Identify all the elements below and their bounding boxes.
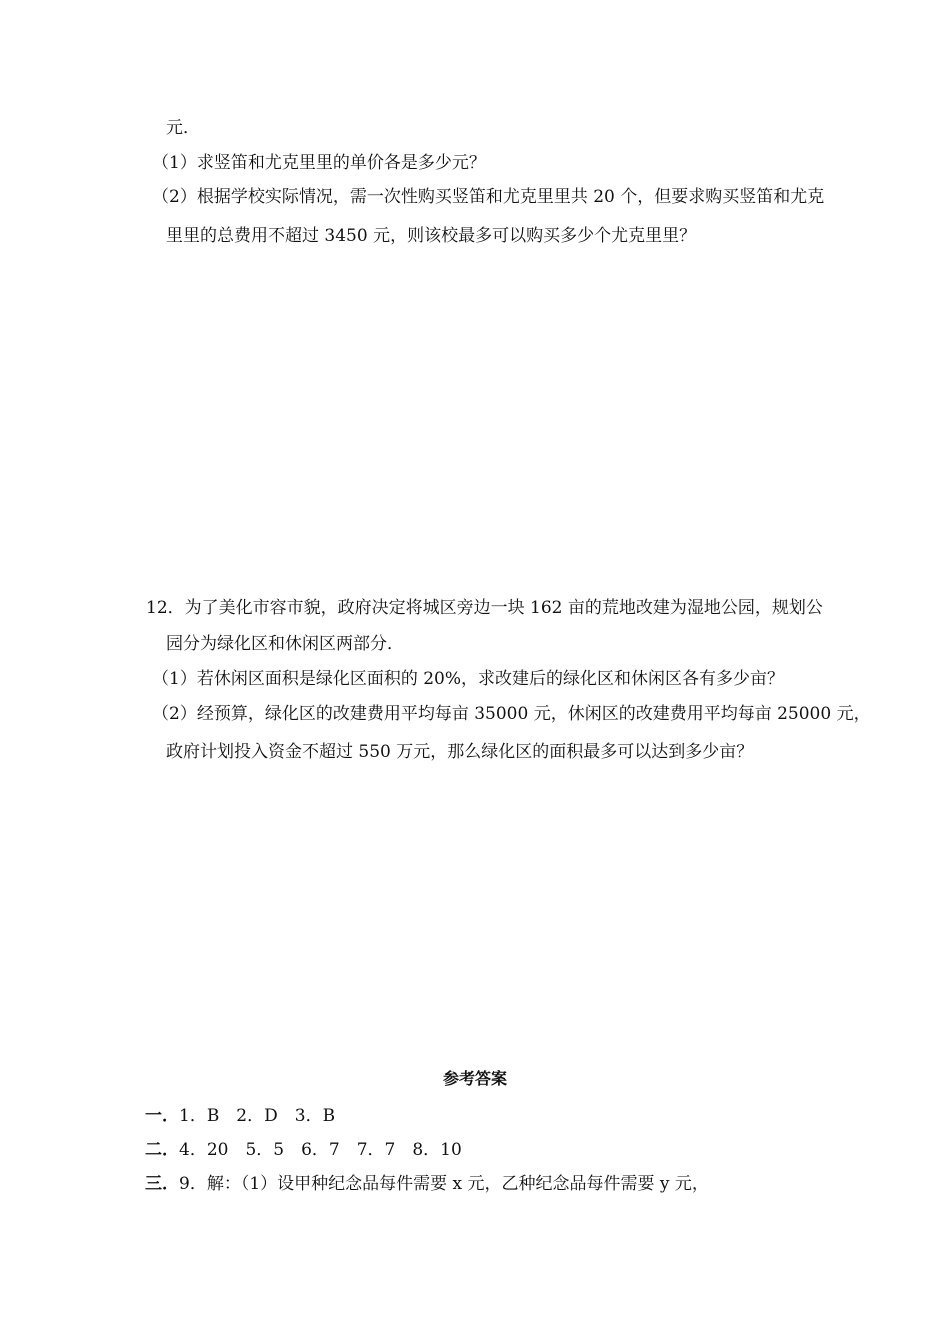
section-mark: 二．	[145, 1140, 179, 1160]
section-text: 9．解：（1）设甲种纪念品每件需要 x 元，乙种纪念品每件需要 y 元，	[179, 1174, 709, 1194]
section-text: 1．B 2．D 3．B	[179, 1106, 336, 1126]
q12-stem-line1: 12．为了美化市容市貌，政府决定将城区旁边一块 162 亩的荒地改建为湿地公园，规划公	[146, 598, 823, 618]
q11-part2-line2: 里里的总费用不超过 3450 元，则该校最多可以购买多少个尤克里里？	[166, 226, 697, 246]
q12-part2-line2: 政府计划投入资金不超过 550 万元，那么绿化区的面积最多可以达到多少亩？	[166, 742, 754, 762]
answers-section-2	[145, 1139, 462, 1161]
answers-section-3	[145, 1173, 709, 1195]
section-text: 4．20 5．5 6．7 7．7 8．10	[179, 1140, 462, 1160]
section-mark: 一．	[145, 1106, 179, 1126]
q11-part1: （1）求竖笛和尤克里里的单价各是多少元？	[152, 153, 486, 173]
answers-section-1	[145, 1105, 335, 1127]
q12-stem-line2: 园分为绿化区和休闲区两部分．	[166, 634, 404, 654]
q12-part1: （1）若休闲区面积是绿化区面积的 20%，求改建后的绿化区和休闲区各有多少亩？	[152, 669, 785, 689]
section-mark: 三．	[145, 1174, 179, 1194]
q11-continuation: 元．	[166, 118, 200, 138]
q11-part2-line1: （2）根据学校实际情况，需一次性购买竖笛和尤克里里共 20 个，但要求购买竖笛和尤克	[152, 187, 825, 207]
answers-title: 参考答案	[442, 1069, 507, 1088]
q12-part2-line1: （2）经预算，绿化区的改建费用平均每亩 35000 元，休闲区的改建费用平均每亩 25000 元，	[152, 704, 871, 724]
